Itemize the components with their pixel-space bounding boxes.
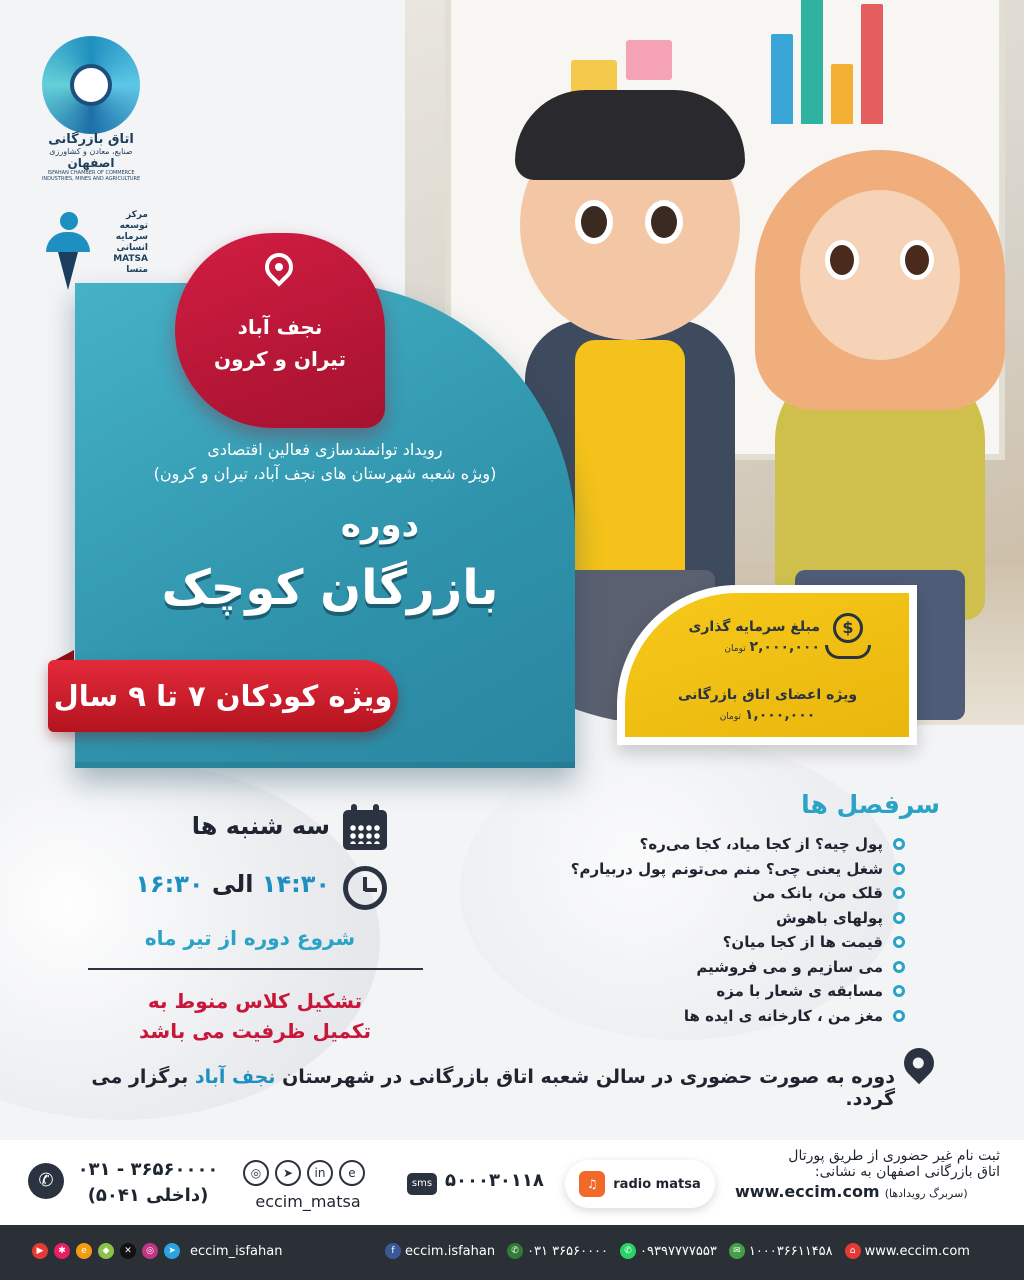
bottom-web[interactable]: www.eccim.com [864, 1243, 970, 1259]
matsa-en: MATSA [113, 254, 148, 264]
x-icon[interactable]: ✕ [120, 1243, 136, 1259]
syllabus-item: پولهای باهوش [560, 906, 905, 931]
chamber-city: اصفهان [67, 156, 115, 170]
matsa-line3: سرمایه [115, 232, 148, 242]
bottom-facebook[interactable]: eccim.isfahan [405, 1243, 496, 1259]
time-sep: الی [211, 870, 254, 898]
bullet-icon [893, 912, 905, 924]
whatsapp-icon: ✆ [620, 1243, 636, 1259]
youtube-icon[interactable]: ▶ [32, 1243, 48, 1259]
venue-text-before: دوره به صورت حضوری در سالن شعبه اتاق بازرگانی در شهرستان [282, 1066, 895, 1088]
phone-icon: ✆ [28, 1163, 64, 1199]
event-subtitle-1: رویداد توانمندسازی فعالین اقتصادی [207, 440, 443, 459]
syllabus-item: قلک من، بانک من [560, 881, 905, 906]
venue-text-after: برگزار می گردد. [91, 1066, 895, 1110]
telegram-icon[interactable]: ➤ [164, 1243, 180, 1259]
instagram-icon[interactable]: ◎ [243, 1160, 269, 1186]
sms-number[interactable]: ۵۰۰۰۳۰۱۱۸ [445, 1170, 544, 1191]
syllabus-item: قیمت ها از کجا میان؟ [560, 930, 905, 955]
bottom-whatsapp[interactable]: ۰۹۳۹۷۷۷۷۵۵۳ [640, 1243, 717, 1259]
bullet-icon [893, 961, 905, 973]
bullet-icon [893, 1010, 905, 1022]
venue-text [80, 1066, 895, 1110]
footer-phone[interactable]: ۰۳۱ - ۳۶۵۶۰۰۰۰ [77, 1159, 219, 1180]
bottom-sms[interactable]: ۱۰۰۰۳۶۶۱۱۴۵۸ [748, 1243, 833, 1259]
investment-currency: تومان [724, 644, 746, 654]
syllabus-item: مغز من ، کارخانه ی ایده ها [560, 1004, 905, 1029]
matsa-line1: مرکز [125, 210, 148, 220]
age-ribbon: ویژه کودکان ۷ تا ۹ سال [48, 660, 398, 732]
syllabus-item: پول چیه؟ از کجا میاد، کجا می‌ره؟ [560, 832, 905, 857]
bullet-icon [893, 985, 905, 997]
footer-social-bar [0, 1225, 1024, 1280]
schedule-day: سه شنبه ها [191, 812, 330, 840]
footer-phone-block [68, 1157, 228, 1209]
chamber-en-1: ISFAHAN CHAMBER OF COMMERCE [47, 170, 135, 176]
syllabus-title: سرفصل ها [801, 790, 940, 819]
phone-icon: ✆ [507, 1243, 523, 1259]
location-line1: نجف آباد [237, 315, 323, 339]
clock-icon [343, 866, 387, 910]
bullet-icon [893, 887, 905, 899]
sms-icon: ✉ [729, 1243, 745, 1259]
instagram-icon[interactable]: ◎ [142, 1243, 158, 1259]
divider [88, 968, 423, 970]
bullet-icon [893, 838, 905, 850]
matsa-fa: متسا [126, 265, 148, 275]
matsa-line2: توسعه [119, 221, 148, 231]
social-icons [243, 1160, 365, 1186]
capacity-note-2: تکمیل ظرفیت می باشد [138, 1019, 372, 1043]
syllabus-item: می سازیم و می فروشیم [560, 955, 905, 980]
members-currency: تومان [719, 712, 742, 722]
venue-pin-icon [898, 1042, 940, 1084]
register-line2: اتاق بازرگانی اصفهان به نشانی: [814, 1164, 1000, 1180]
investment-label: مبلغ سرمایه گذاری [688, 619, 820, 635]
chamber-name: اتاق بازرگانی [48, 132, 134, 147]
matsa-logo [38, 208, 148, 292]
money-hand-icon: $ [825, 613, 875, 663]
time-from: ۱۴:۳۰ [261, 870, 330, 898]
register-line1: ثبت نام غیر حضوری از طریق پورتال [788, 1148, 1000, 1164]
eitaa-icon[interactable]: e [339, 1160, 365, 1186]
chamber-en-2: INDUSTRIES, MINES AND AGRICULTURE [41, 176, 141, 182]
syllabus-item: شغل یعنی چی؟ منم می‌تونم پول دربیارم؟ [560, 857, 905, 882]
matsa-line4: انسانی [116, 243, 148, 253]
capacity-note-1: تشکیل کلاس منوط به [147, 989, 363, 1013]
register-website[interactable]: www.eccim.com [735, 1182, 880, 1201]
members-amount: ۱,۰۰۰,۰۰۰ [744, 707, 816, 723]
matsa-figure-icon [46, 212, 90, 290]
chamber-logo [42, 36, 140, 134]
bottom-handle[interactable]: eccim_isfahan [190, 1243, 283, 1259]
linkedin-icon[interactable]: in [307, 1160, 333, 1186]
venue-city: نجف آباد [194, 1066, 276, 1088]
chamber-sub: صنایع، معادن و کشاورزی [49, 147, 133, 156]
syllabus-list [560, 832, 905, 1028]
registration-info [735, 1148, 1000, 1201]
course-label: دوره [340, 505, 420, 545]
schedule-time [110, 870, 330, 898]
aparat-icon[interactable]: ✱ [54, 1243, 70, 1259]
web-icon: ⌂ [845, 1243, 861, 1259]
location-pin-icon [259, 247, 299, 287]
telegram-icon[interactable]: ➤ [275, 1160, 301, 1186]
calendar-icon [343, 810, 387, 850]
location-badge [175, 233, 385, 428]
eitaa-icon[interactable]: e [76, 1243, 92, 1259]
syllabus-item: مسابقه ی شعار با مزه [560, 979, 905, 1004]
members-label: ویژه اعضای اتاق بازرگانی [677, 687, 858, 703]
capacity-note [130, 986, 380, 1046]
time-to: ۱۶:۳۰ [135, 870, 204, 898]
radio-icon: ♫ [579, 1171, 605, 1197]
chamber-logo-text [30, 132, 152, 182]
course-start: شروع دوره از تیر ماه [144, 926, 356, 950]
facebook-icon: f [385, 1243, 401, 1259]
location-line2: تیران و کرون [214, 347, 346, 371]
rubika-icon[interactable]: ◆ [98, 1243, 114, 1259]
radio-matsa-button[interactable] [565, 1160, 715, 1208]
radio-label: radio matsa [613, 1176, 701, 1192]
register-website-note: (سربرگ رویدادها) [884, 1187, 968, 1200]
bullet-icon [893, 863, 905, 875]
event-subtitle [110, 438, 540, 486]
bottom-phone[interactable]: ۰۳۱ ۳۶۵۶۰۰۰۰ [527, 1243, 609, 1259]
event-subtitle-2: (ویژه شعبه شهرستان های نجف آباد، تیران و کرون) [153, 464, 497, 483]
sms-icon: sms [407, 1173, 437, 1195]
bullet-icon [893, 936, 905, 948]
course-title: بازرگان کوچک [161, 560, 499, 616]
footer-ext: (داخلی ۵۰۴۱) [87, 1185, 209, 1206]
social-handle[interactable]: eccim_matsa [255, 1192, 361, 1211]
investment-amount: ۲,۰۰۰,۰۰۰ [749, 639, 820, 655]
